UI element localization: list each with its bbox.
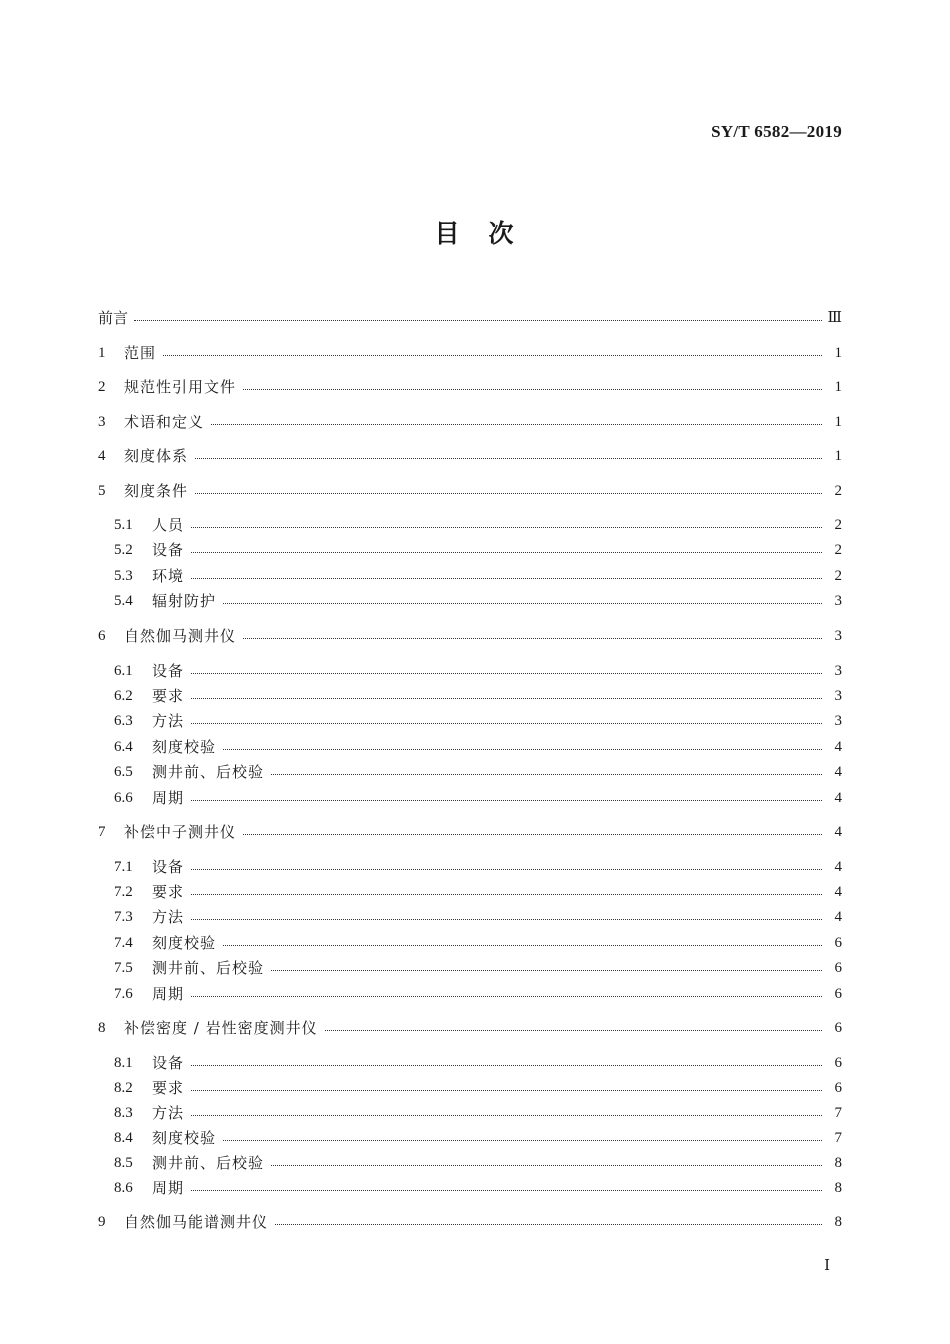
toc-entry-title: 周期	[152, 787, 190, 809]
toc-entry-title: 刻度体系	[124, 445, 194, 467]
dot-leader	[152, 996, 822, 997]
dot-leader	[152, 800, 822, 801]
dot-leader	[152, 869, 822, 870]
toc-entry-number: 8.5	[114, 1155, 133, 1171]
toc-entry[interactable]	[0, 1211, 950, 1233]
toc-entry-title: 环境	[152, 565, 190, 587]
dot-leader	[152, 698, 822, 699]
toc-entry[interactable]	[0, 480, 950, 502]
toc-entry-page: 6	[834, 960, 842, 976]
toc-entry[interactable]	[0, 660, 950, 682]
toc-entry[interactable]	[0, 1152, 950, 1174]
dot-leader	[124, 355, 822, 356]
toc-entry-number: 7.6	[114, 986, 133, 1002]
toc-entry[interactable]	[0, 736, 950, 758]
toc-entry-page: 7	[834, 1130, 842, 1146]
toc-entry[interactable]	[0, 983, 950, 1005]
toc-entry-page: 3	[834, 713, 842, 729]
toc-entry[interactable]	[0, 1077, 950, 1099]
toc-entry-page: 2	[834, 483, 842, 499]
toc-entry-page: 4	[834, 884, 842, 900]
toc-entry[interactable]	[0, 1017, 950, 1039]
dot-leader	[134, 320, 822, 321]
toc-entry-number: 8.3	[114, 1105, 133, 1121]
toc-entry-page: 2	[834, 517, 842, 533]
dot-leader	[152, 894, 822, 895]
toc-entry-title: 刻度校验	[152, 736, 222, 758]
dot-leader	[152, 552, 822, 553]
dot-leader	[152, 945, 822, 946]
toc-entry-title: 设备	[152, 660, 190, 682]
dot-leader	[152, 1190, 822, 1191]
toc-entry-page: 6	[834, 935, 842, 951]
toc-entry-title: 刻度校验	[152, 932, 222, 954]
toc-entry[interactable]	[0, 1177, 950, 1199]
toc-entry[interactable]	[0, 957, 950, 979]
toc-entry-number: 5.2	[114, 542, 133, 558]
toc-entry-title: 方法	[152, 710, 190, 732]
toc-entry-page: 7	[834, 1105, 842, 1121]
toc-entry-number: 1	[98, 345, 106, 361]
toc-entry[interactable]	[0, 565, 950, 587]
toc-entry-number: 3	[98, 414, 106, 430]
toc-entry-number: 6.2	[114, 688, 133, 704]
toc-entry-number: 6.6	[114, 790, 133, 806]
toc-entry-page: 3	[834, 688, 842, 704]
toc-entry-number: 4	[98, 448, 106, 464]
toc-entry-title: 周期	[152, 983, 190, 1005]
toc-entry-title: 人员	[152, 514, 190, 536]
toc-entry-title: 前言	[98, 307, 134, 329]
toc-entry-number: 8.4	[114, 1130, 133, 1146]
dot-leader	[152, 749, 822, 750]
dot-leader	[124, 424, 822, 425]
toc-entry-number: 6.1	[114, 663, 133, 679]
toc-entry-page: 1	[834, 448, 842, 464]
toc-entry[interactable]	[0, 761, 950, 783]
dot-leader	[152, 603, 822, 604]
toc-entry[interactable]	[0, 1127, 950, 1149]
toc-entry-page: 4	[834, 824, 842, 840]
toc-entry-page: 6	[834, 1080, 842, 1096]
toc-entry-page: 8	[834, 1214, 842, 1230]
toc-entry-page: 2	[834, 542, 842, 558]
dot-leader	[152, 919, 822, 920]
toc-entry-page: 4	[834, 859, 842, 875]
toc-entry-title: 要求	[152, 1077, 190, 1099]
toc-entry-title: 测井前、后校验	[152, 957, 270, 979]
toc-entry-number: 6	[98, 628, 106, 644]
toc-entry[interactable]	[0, 590, 950, 612]
toc-entry-page: 4	[834, 909, 842, 925]
dot-leader	[152, 1065, 822, 1066]
toc-entry-title: 周期	[152, 1177, 190, 1199]
toc-entry-page: 6	[834, 1020, 842, 1036]
toc-entry-number: 8	[98, 1020, 106, 1036]
toc-entry-page: 2	[834, 568, 842, 584]
toc-entry-number: 7.4	[114, 935, 133, 951]
toc-entry-number: 5	[98, 483, 106, 499]
toc-entry-title: 方法	[152, 906, 190, 928]
toc-entry-title: 术语和定义	[124, 411, 210, 433]
toc-entry-title: 方法	[152, 1102, 190, 1124]
dot-leader	[152, 578, 822, 579]
toc-entry[interactable]	[0, 710, 950, 732]
dot-leader	[152, 723, 822, 724]
toc-entry-title: 自然伽马测井仪	[124, 625, 242, 647]
toc-entry[interactable]	[0, 625, 950, 647]
toc-entry-page: Ⅲ	[827, 310, 842, 326]
toc-entry-title: 自然伽马能谱测井仪	[124, 1211, 274, 1233]
toc-entry-page: 3	[834, 593, 842, 609]
toc-entry-number: 8.6	[114, 1180, 133, 1196]
dot-leader	[152, 673, 822, 674]
toc-entry-title: 要求	[152, 881, 190, 903]
toc-entry-number: 8.2	[114, 1080, 133, 1096]
toc-entry-title: 补偿中子测井仪	[124, 821, 242, 843]
toc-entry-title: 刻度校验	[152, 1127, 222, 1149]
standard-code: SY/T 6582—2019	[711, 122, 842, 141]
toc-entry-title: 规范性引用文件	[124, 376, 242, 398]
toc-entry[interactable]	[0, 411, 950, 433]
toc-entry-title: 测井前、后校验	[152, 761, 270, 783]
toc-entry-number: 7.2	[114, 884, 133, 900]
toc-entry-number: 7.1	[114, 859, 133, 875]
toc-entry-number: 5.1	[114, 517, 133, 533]
toc-entry-page: 3	[834, 663, 842, 679]
toc-entry[interactable]	[0, 821, 950, 843]
toc-entry-title: 设备	[152, 856, 190, 878]
toc-entry[interactable]	[0, 1052, 950, 1074]
toc-entry-page: 1	[834, 379, 842, 395]
dot-leader	[152, 1115, 822, 1116]
toc-entry-title: 刻度条件	[124, 480, 194, 502]
toc-entry[interactable]	[0, 881, 950, 903]
toc-entry-page: 8	[834, 1180, 842, 1196]
toc-entry-number: 2	[98, 379, 106, 395]
toc-entry-page: 1	[834, 345, 842, 361]
toc-entry[interactable]	[0, 787, 950, 809]
toc-entry[interactable]	[0, 539, 950, 561]
toc-entry-title: 范围	[124, 342, 162, 364]
page-number: Ⅰ	[824, 1258, 830, 1274]
toc-entry-page: 4	[834, 764, 842, 780]
toc-entry-title: 要求	[152, 685, 190, 707]
toc-entry[interactable]	[0, 906, 950, 928]
dot-leader	[152, 527, 822, 528]
toc-entry[interactable]	[0, 307, 950, 329]
toc-entry[interactable]	[0, 856, 950, 878]
toc-entry-number: 6.4	[114, 739, 133, 755]
toc-entry[interactable]	[0, 514, 950, 536]
toc-entry-title: 设备	[152, 1052, 190, 1074]
toc-entry[interactable]	[0, 376, 950, 398]
toc-entry-number: 6.5	[114, 764, 133, 780]
toc-entry-page: 4	[834, 739, 842, 755]
toc-entry-title: 补偿密度 / 岩性密度测井仪	[124, 1017, 324, 1039]
toc-entry-page: 1	[834, 414, 842, 430]
toc-entry-page: 6	[834, 986, 842, 1002]
toc-entry-page: 6	[834, 1055, 842, 1071]
toc-entry-number: 7.3	[114, 909, 133, 925]
toc-entry-title: 设备	[152, 539, 190, 561]
toc-entry-page: 4	[834, 790, 842, 806]
toc-entry-page: 3	[834, 628, 842, 644]
toc-entry-number: 8.1	[114, 1055, 133, 1071]
dot-leader	[152, 1090, 822, 1091]
toc-entry-page: 8	[834, 1155, 842, 1171]
toc-entry[interactable]	[0, 932, 950, 954]
toc-entry-number: 6.3	[114, 713, 133, 729]
toc-entry[interactable]	[0, 1102, 950, 1124]
toc-entry[interactable]	[0, 342, 950, 364]
dot-leader	[124, 458, 822, 459]
dot-leader	[124, 493, 822, 494]
page-title: 目 次	[434, 219, 516, 248]
toc-entry-title: 测井前、后校验	[152, 1152, 270, 1174]
toc-entry-number: 5.4	[114, 593, 133, 609]
toc-entry[interactable]	[0, 685, 950, 707]
toc-entry-number: 7.5	[114, 960, 133, 976]
toc-entry-number: 5.3	[114, 568, 133, 584]
toc-entry[interactable]	[0, 445, 950, 467]
toc-entry-title: 辐射防护	[152, 590, 222, 612]
dot-leader	[152, 1140, 822, 1141]
toc-entry-number: 9	[98, 1214, 106, 1230]
toc-entry-number: 7	[98, 824, 106, 840]
